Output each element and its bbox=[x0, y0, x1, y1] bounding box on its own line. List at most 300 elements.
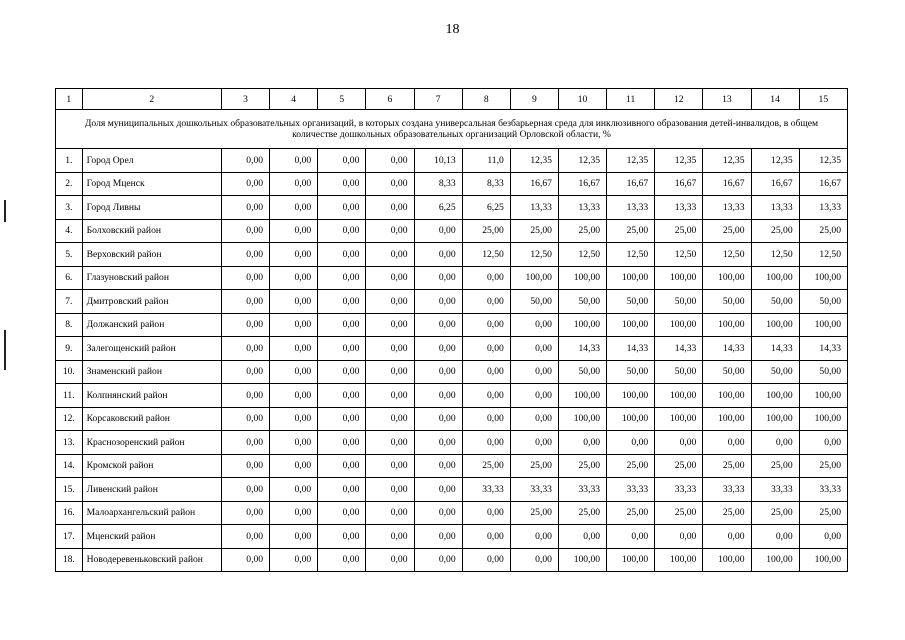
value-cell: 0,00 bbox=[221, 548, 269, 572]
value-cell: 25,00 bbox=[607, 501, 655, 525]
value-cell: 0,00 bbox=[366, 243, 414, 267]
value-cell: 0,00 bbox=[318, 337, 366, 361]
value-cell: 0,00 bbox=[366, 360, 414, 384]
value-cell: 14,33 bbox=[655, 337, 703, 361]
row-number-cell: 2. bbox=[56, 172, 83, 196]
value-cell: 0,00 bbox=[270, 454, 318, 478]
value-cell: 0,00 bbox=[414, 478, 462, 502]
value-cell: 100,00 bbox=[799, 266, 847, 290]
table-row bbox=[56, 525, 848, 549]
value-cell: 0,00 bbox=[318, 384, 366, 408]
value-cell: 0,00 bbox=[270, 478, 318, 502]
row-number-cell: 8. bbox=[56, 313, 83, 337]
value-cell: 0,00 bbox=[655, 525, 703, 549]
value-cell: 12,35 bbox=[607, 149, 655, 173]
row-number-cell: 3. bbox=[56, 196, 83, 220]
value-cell: 0,00 bbox=[462, 290, 510, 314]
column-number-cell: 14 bbox=[751, 89, 799, 110]
value-cell: 0,00 bbox=[318, 431, 366, 455]
column-number-cell: 15 bbox=[799, 89, 847, 110]
table-row bbox=[56, 454, 848, 478]
value-cell: 25,00 bbox=[510, 454, 558, 478]
row-number-cell: 4. bbox=[56, 219, 83, 243]
table-row bbox=[56, 478, 848, 502]
value-cell: 0,00 bbox=[414, 360, 462, 384]
row-number-cell: 16. bbox=[56, 501, 83, 525]
municipality-name-cell: Дмитровский район bbox=[82, 290, 221, 314]
value-cell: 0,00 bbox=[607, 525, 655, 549]
value-cell: 14,33 bbox=[751, 337, 799, 361]
value-cell: 0,00 bbox=[414, 290, 462, 314]
column-number-cell: 5 bbox=[318, 89, 366, 110]
value-cell: 100,00 bbox=[607, 313, 655, 337]
municipality-name-cell: Кромской район bbox=[82, 454, 221, 478]
row-number-cell: 12. bbox=[56, 407, 83, 431]
value-cell: 0,00 bbox=[510, 548, 558, 572]
value-cell: 0,00 bbox=[462, 384, 510, 408]
value-cell: 25,00 bbox=[799, 454, 847, 478]
municipality-name-cell: Знаменский район bbox=[82, 360, 221, 384]
column-number-cell: 6 bbox=[366, 89, 414, 110]
value-cell: 0,00 bbox=[510, 337, 558, 361]
value-cell: 25,00 bbox=[751, 219, 799, 243]
value-cell: 0,00 bbox=[414, 266, 462, 290]
value-cell: 100,00 bbox=[607, 407, 655, 431]
value-cell: 13,33 bbox=[558, 196, 606, 220]
value-cell: 0,00 bbox=[462, 431, 510, 455]
value-cell: 0,00 bbox=[366, 266, 414, 290]
municipality-name-cell: Город Орел bbox=[82, 149, 221, 173]
value-cell: 100,00 bbox=[751, 313, 799, 337]
value-cell: 0,00 bbox=[414, 313, 462, 337]
value-cell: 12,50 bbox=[558, 243, 606, 267]
value-cell: 100,00 bbox=[799, 384, 847, 408]
value-cell: 25,00 bbox=[655, 454, 703, 478]
column-number-cell: 12 bbox=[655, 89, 703, 110]
value-cell: 50,00 bbox=[607, 360, 655, 384]
value-cell: 0,00 bbox=[462, 266, 510, 290]
value-cell: 0,00 bbox=[270, 313, 318, 337]
value-cell: 0,00 bbox=[318, 243, 366, 267]
value-cell: 14,33 bbox=[558, 337, 606, 361]
table-row bbox=[56, 501, 848, 525]
municipality-name-cell: Глазуновский район bbox=[82, 266, 221, 290]
column-number-cell: 8 bbox=[462, 89, 510, 110]
table-row bbox=[56, 196, 848, 220]
page-number: 18 bbox=[445, 22, 460, 37]
value-cell: 0,00 bbox=[366, 525, 414, 549]
value-cell: 25,00 bbox=[703, 219, 751, 243]
value-cell: 25,00 bbox=[655, 501, 703, 525]
table-row bbox=[56, 407, 848, 431]
value-cell: 33,33 bbox=[510, 478, 558, 502]
value-cell: 100,00 bbox=[703, 266, 751, 290]
value-cell: 0,00 bbox=[751, 525, 799, 549]
table-body bbox=[56, 89, 848, 572]
value-cell: 0,00 bbox=[462, 525, 510, 549]
municipality-name-cell: Залегощенский район bbox=[82, 337, 221, 361]
municipality-name-cell: Новодеревеньковский район bbox=[82, 548, 221, 572]
value-cell: 50,00 bbox=[655, 360, 703, 384]
table-row bbox=[56, 243, 848, 267]
value-cell: 0,00 bbox=[318, 149, 366, 173]
value-cell: 0,00 bbox=[510, 525, 558, 549]
value-cell: 0,00 bbox=[221, 501, 269, 525]
municipality-name-cell: Мценский район bbox=[82, 525, 221, 549]
municipality-name-cell: Город Мценск bbox=[82, 172, 221, 196]
value-cell: 100,00 bbox=[799, 407, 847, 431]
value-cell: 0,00 bbox=[414, 454, 462, 478]
value-cell: 0,00 bbox=[318, 196, 366, 220]
section-title-row bbox=[56, 110, 848, 149]
municipality-name-cell: Корсаковский район bbox=[82, 407, 221, 431]
value-cell: 0,00 bbox=[221, 219, 269, 243]
column-number-cell: 3 bbox=[221, 89, 269, 110]
value-cell: 8,33 bbox=[462, 172, 510, 196]
value-cell: 0,00 bbox=[510, 431, 558, 455]
value-cell: 16,67 bbox=[558, 172, 606, 196]
value-cell: 0,00 bbox=[366, 407, 414, 431]
row-number-cell: 5. bbox=[56, 243, 83, 267]
value-cell: 0,00 bbox=[414, 384, 462, 408]
value-cell: 100,00 bbox=[799, 548, 847, 572]
value-cell: 13,33 bbox=[510, 196, 558, 220]
value-cell: 0,00 bbox=[221, 266, 269, 290]
value-cell: 25,00 bbox=[607, 454, 655, 478]
value-cell: 100,00 bbox=[703, 407, 751, 431]
value-cell: 0,00 bbox=[558, 525, 606, 549]
row-number-cell: 17. bbox=[56, 525, 83, 549]
value-cell: 6,25 bbox=[414, 196, 462, 220]
value-cell: 0,00 bbox=[366, 431, 414, 455]
table-row bbox=[56, 384, 848, 408]
value-cell: 50,00 bbox=[799, 360, 847, 384]
value-cell: 0,00 bbox=[221, 360, 269, 384]
value-cell: 0,00 bbox=[414, 337, 462, 361]
value-cell: 10,13 bbox=[414, 149, 462, 173]
value-cell: 100,00 bbox=[558, 548, 606, 572]
value-cell: 100,00 bbox=[703, 313, 751, 337]
value-cell: 0,00 bbox=[366, 196, 414, 220]
section-title: Доля муниципальных дошкольных образовательных организаций, в которых создана универсальная безбарьерная среда для инклюзивного образования детей-инвалидов, в общем количестве дошкольных образовательных организаций Орловской области, % bbox=[56, 110, 848, 149]
value-cell: 50,00 bbox=[510, 290, 558, 314]
table-row bbox=[56, 313, 848, 337]
value-cell: 100,00 bbox=[655, 548, 703, 572]
value-cell: 0,00 bbox=[318, 407, 366, 431]
value-cell: 100,00 bbox=[558, 407, 606, 431]
value-cell: 25,00 bbox=[607, 219, 655, 243]
value-cell: 0,00 bbox=[221, 337, 269, 361]
value-cell: 0,00 bbox=[366, 548, 414, 572]
value-cell: 0,00 bbox=[414, 431, 462, 455]
value-cell: 0,00 bbox=[462, 501, 510, 525]
value-cell: 0,00 bbox=[318, 478, 366, 502]
value-cell: 12,35 bbox=[703, 149, 751, 173]
value-cell: 14,33 bbox=[799, 337, 847, 361]
row-number-cell: 1. bbox=[56, 149, 83, 173]
value-cell: 12,50 bbox=[462, 243, 510, 267]
value-cell: 11,0 bbox=[462, 149, 510, 173]
value-cell: 33,33 bbox=[462, 478, 510, 502]
value-cell: 33,33 bbox=[799, 478, 847, 502]
value-cell: 0,00 bbox=[462, 360, 510, 384]
municipality-name-cell: Верховский район bbox=[82, 243, 221, 267]
value-cell: 12,50 bbox=[510, 243, 558, 267]
value-cell: 0,00 bbox=[221, 290, 269, 314]
value-cell: 0,00 bbox=[366, 172, 414, 196]
value-cell: 50,00 bbox=[703, 290, 751, 314]
value-cell: 50,00 bbox=[751, 360, 799, 384]
value-cell: 50,00 bbox=[703, 360, 751, 384]
municipality-name-cell: Город Ливны bbox=[82, 196, 221, 220]
value-cell: 0,00 bbox=[270, 501, 318, 525]
value-cell: 12,35 bbox=[558, 149, 606, 173]
value-cell: 0,00 bbox=[270, 431, 318, 455]
value-cell: 13,33 bbox=[607, 196, 655, 220]
value-cell: 0,00 bbox=[270, 196, 318, 220]
value-cell: 0,00 bbox=[270, 525, 318, 549]
value-cell: 100,00 bbox=[558, 384, 606, 408]
value-cell: 33,33 bbox=[655, 478, 703, 502]
value-cell: 0,00 bbox=[366, 501, 414, 525]
value-cell: 0,00 bbox=[270, 337, 318, 361]
value-cell: 0,00 bbox=[270, 149, 318, 173]
value-cell: 25,00 bbox=[751, 501, 799, 525]
column-number-cell: 7 bbox=[414, 89, 462, 110]
municipality-name-cell: Должанский район bbox=[82, 313, 221, 337]
scan-artifact bbox=[4, 200, 6, 222]
value-cell: 0,00 bbox=[510, 360, 558, 384]
value-cell: 8,33 bbox=[414, 172, 462, 196]
value-cell: 16,67 bbox=[510, 172, 558, 196]
value-cell: 0,00 bbox=[270, 219, 318, 243]
value-cell: 100,00 bbox=[607, 266, 655, 290]
value-cell: 25,00 bbox=[510, 501, 558, 525]
value-cell: 16,67 bbox=[703, 172, 751, 196]
value-cell: 0,00 bbox=[318, 454, 366, 478]
value-cell: 0,00 bbox=[510, 313, 558, 337]
value-cell: 0,00 bbox=[607, 431, 655, 455]
value-cell: 33,33 bbox=[607, 478, 655, 502]
row-number-cell: 18. bbox=[56, 548, 83, 572]
value-cell: 50,00 bbox=[799, 290, 847, 314]
value-cell: 0,00 bbox=[318, 525, 366, 549]
value-cell: 0,00 bbox=[510, 407, 558, 431]
value-cell: 100,00 bbox=[655, 313, 703, 337]
value-cell: 100,00 bbox=[751, 548, 799, 572]
value-cell: 12,35 bbox=[655, 149, 703, 173]
value-cell: 0,00 bbox=[414, 243, 462, 267]
value-cell: 33,33 bbox=[558, 478, 606, 502]
value-cell: 0,00 bbox=[318, 548, 366, 572]
value-cell: 14,33 bbox=[607, 337, 655, 361]
value-cell: 0,00 bbox=[270, 243, 318, 267]
value-cell: 50,00 bbox=[558, 360, 606, 384]
value-cell: 12,50 bbox=[799, 243, 847, 267]
value-cell: 25,00 bbox=[558, 454, 606, 478]
value-cell: 100,00 bbox=[703, 548, 751, 572]
value-cell: 25,00 bbox=[799, 219, 847, 243]
value-cell: 0,00 bbox=[799, 431, 847, 455]
value-cell: 50,00 bbox=[558, 290, 606, 314]
value-cell: 12,50 bbox=[655, 243, 703, 267]
value-cell: 0,00 bbox=[462, 548, 510, 572]
value-cell: 13,33 bbox=[751, 196, 799, 220]
value-cell: 25,00 bbox=[558, 219, 606, 243]
column-number-cell: 2 bbox=[82, 89, 221, 110]
value-cell: 100,00 bbox=[655, 407, 703, 431]
value-cell: 0,00 bbox=[318, 290, 366, 314]
value-cell: 0,00 bbox=[270, 360, 318, 384]
value-cell: 25,00 bbox=[703, 501, 751, 525]
value-cell: 16,67 bbox=[655, 172, 703, 196]
row-number-cell: 6. bbox=[56, 266, 83, 290]
table-row bbox=[56, 266, 848, 290]
value-cell: 0,00 bbox=[270, 290, 318, 314]
value-cell: 0,00 bbox=[318, 360, 366, 384]
table-row bbox=[56, 431, 848, 455]
value-cell: 100,00 bbox=[751, 407, 799, 431]
value-cell: 12,50 bbox=[703, 243, 751, 267]
value-cell: 13,33 bbox=[703, 196, 751, 220]
value-cell: 50,00 bbox=[751, 290, 799, 314]
row-number-cell: 15. bbox=[56, 478, 83, 502]
value-cell: 0,00 bbox=[366, 313, 414, 337]
value-cell: 0,00 bbox=[318, 172, 366, 196]
value-cell: 25,00 bbox=[703, 454, 751, 478]
value-cell: 12,35 bbox=[799, 149, 847, 173]
table-row bbox=[56, 360, 848, 384]
value-cell: 0,00 bbox=[221, 313, 269, 337]
value-cell: 0,00 bbox=[270, 172, 318, 196]
table-row bbox=[56, 172, 848, 196]
value-cell: 0,00 bbox=[221, 172, 269, 196]
municipality-name-cell: Болховский район bbox=[82, 219, 221, 243]
column-number-row bbox=[56, 89, 848, 110]
value-cell: 25,00 bbox=[510, 219, 558, 243]
value-cell: 33,33 bbox=[703, 478, 751, 502]
value-cell: 100,00 bbox=[510, 266, 558, 290]
value-cell: 100,00 bbox=[751, 266, 799, 290]
value-cell: 12,35 bbox=[510, 149, 558, 173]
row-number-cell: 7. bbox=[56, 290, 83, 314]
column-number-cell: 11 bbox=[607, 89, 655, 110]
value-cell: 0,00 bbox=[221, 243, 269, 267]
value-cell: 0,00 bbox=[366, 384, 414, 408]
value-cell: 16,67 bbox=[799, 172, 847, 196]
value-cell: 0,00 bbox=[462, 313, 510, 337]
value-cell: 0,00 bbox=[270, 407, 318, 431]
municipality-name-cell: Ливенский район bbox=[82, 478, 221, 502]
value-cell: 12,50 bbox=[607, 243, 655, 267]
value-cell: 0,00 bbox=[366, 149, 414, 173]
value-cell: 0,00 bbox=[462, 337, 510, 361]
table-row bbox=[56, 337, 848, 361]
value-cell: 100,00 bbox=[655, 266, 703, 290]
value-cell: 13,33 bbox=[799, 196, 847, 220]
value-cell: 100,00 bbox=[799, 313, 847, 337]
value-cell: 0,00 bbox=[414, 219, 462, 243]
data-table bbox=[55, 88, 848, 572]
value-cell: 0,00 bbox=[318, 266, 366, 290]
value-cell: 12,50 bbox=[751, 243, 799, 267]
value-cell: 100,00 bbox=[751, 384, 799, 408]
column-number-cell: 4 bbox=[270, 89, 318, 110]
value-cell: 25,00 bbox=[462, 219, 510, 243]
table-row bbox=[56, 149, 848, 173]
value-cell: 25,00 bbox=[751, 454, 799, 478]
row-number-cell: 13. bbox=[56, 431, 83, 455]
value-cell: 25,00 bbox=[462, 454, 510, 478]
value-cell: 25,00 bbox=[799, 501, 847, 525]
value-cell: 0,00 bbox=[221, 149, 269, 173]
value-cell: 0,00 bbox=[414, 407, 462, 431]
value-cell: 0,00 bbox=[221, 196, 269, 220]
table-row bbox=[56, 290, 848, 314]
value-cell: 0,00 bbox=[799, 525, 847, 549]
column-number-cell: 1 bbox=[56, 89, 83, 110]
column-number-cell: 13 bbox=[703, 89, 751, 110]
value-cell: 0,00 bbox=[221, 431, 269, 455]
value-cell: 0,00 bbox=[221, 407, 269, 431]
value-cell: 0,00 bbox=[703, 525, 751, 549]
value-cell: 0,00 bbox=[318, 313, 366, 337]
value-cell: 0,00 bbox=[270, 384, 318, 408]
value-cell: 0,00 bbox=[221, 454, 269, 478]
value-cell: 0,00 bbox=[655, 431, 703, 455]
scan-artifact bbox=[4, 330, 6, 370]
value-cell: 50,00 bbox=[655, 290, 703, 314]
municipality-name-cell: Колпнянский район bbox=[82, 384, 221, 408]
table-row bbox=[56, 219, 848, 243]
row-number-cell: 9. bbox=[56, 337, 83, 361]
value-cell: 0,00 bbox=[414, 548, 462, 572]
column-number-cell: 10 bbox=[558, 89, 606, 110]
row-number-cell: 11. bbox=[56, 384, 83, 408]
value-cell: 0,00 bbox=[270, 266, 318, 290]
value-cell: 100,00 bbox=[703, 384, 751, 408]
value-cell: 50,00 bbox=[607, 290, 655, 314]
value-cell: 0,00 bbox=[703, 431, 751, 455]
row-number-cell: 14. bbox=[56, 454, 83, 478]
value-cell: 100,00 bbox=[607, 384, 655, 408]
value-cell: 25,00 bbox=[558, 501, 606, 525]
column-number-cell: 9 bbox=[510, 89, 558, 110]
value-cell: 12,35 bbox=[751, 149, 799, 173]
value-cell: 14,33 bbox=[703, 337, 751, 361]
value-cell: 0,00 bbox=[318, 501, 366, 525]
value-cell: 0,00 bbox=[366, 478, 414, 502]
value-cell: 0,00 bbox=[462, 407, 510, 431]
value-cell: 0,00 bbox=[366, 337, 414, 361]
value-cell: 100,00 bbox=[607, 548, 655, 572]
value-cell: 0,00 bbox=[366, 290, 414, 314]
value-cell: 25,00 bbox=[655, 219, 703, 243]
value-cell: 0,00 bbox=[558, 431, 606, 455]
municipality-name-cell: Малоархангельский район bbox=[82, 501, 221, 525]
value-cell: 33,33 bbox=[751, 478, 799, 502]
value-cell: 0,00 bbox=[318, 219, 366, 243]
value-cell: 0,00 bbox=[510, 384, 558, 408]
value-cell: 0,00 bbox=[221, 525, 269, 549]
table-row bbox=[56, 548, 848, 572]
value-cell: 100,00 bbox=[558, 313, 606, 337]
row-number-cell: 10. bbox=[56, 360, 83, 384]
value-cell: 0,00 bbox=[221, 384, 269, 408]
value-cell: 100,00 bbox=[655, 384, 703, 408]
value-cell: 0,00 bbox=[221, 478, 269, 502]
value-cell: 0,00 bbox=[366, 219, 414, 243]
